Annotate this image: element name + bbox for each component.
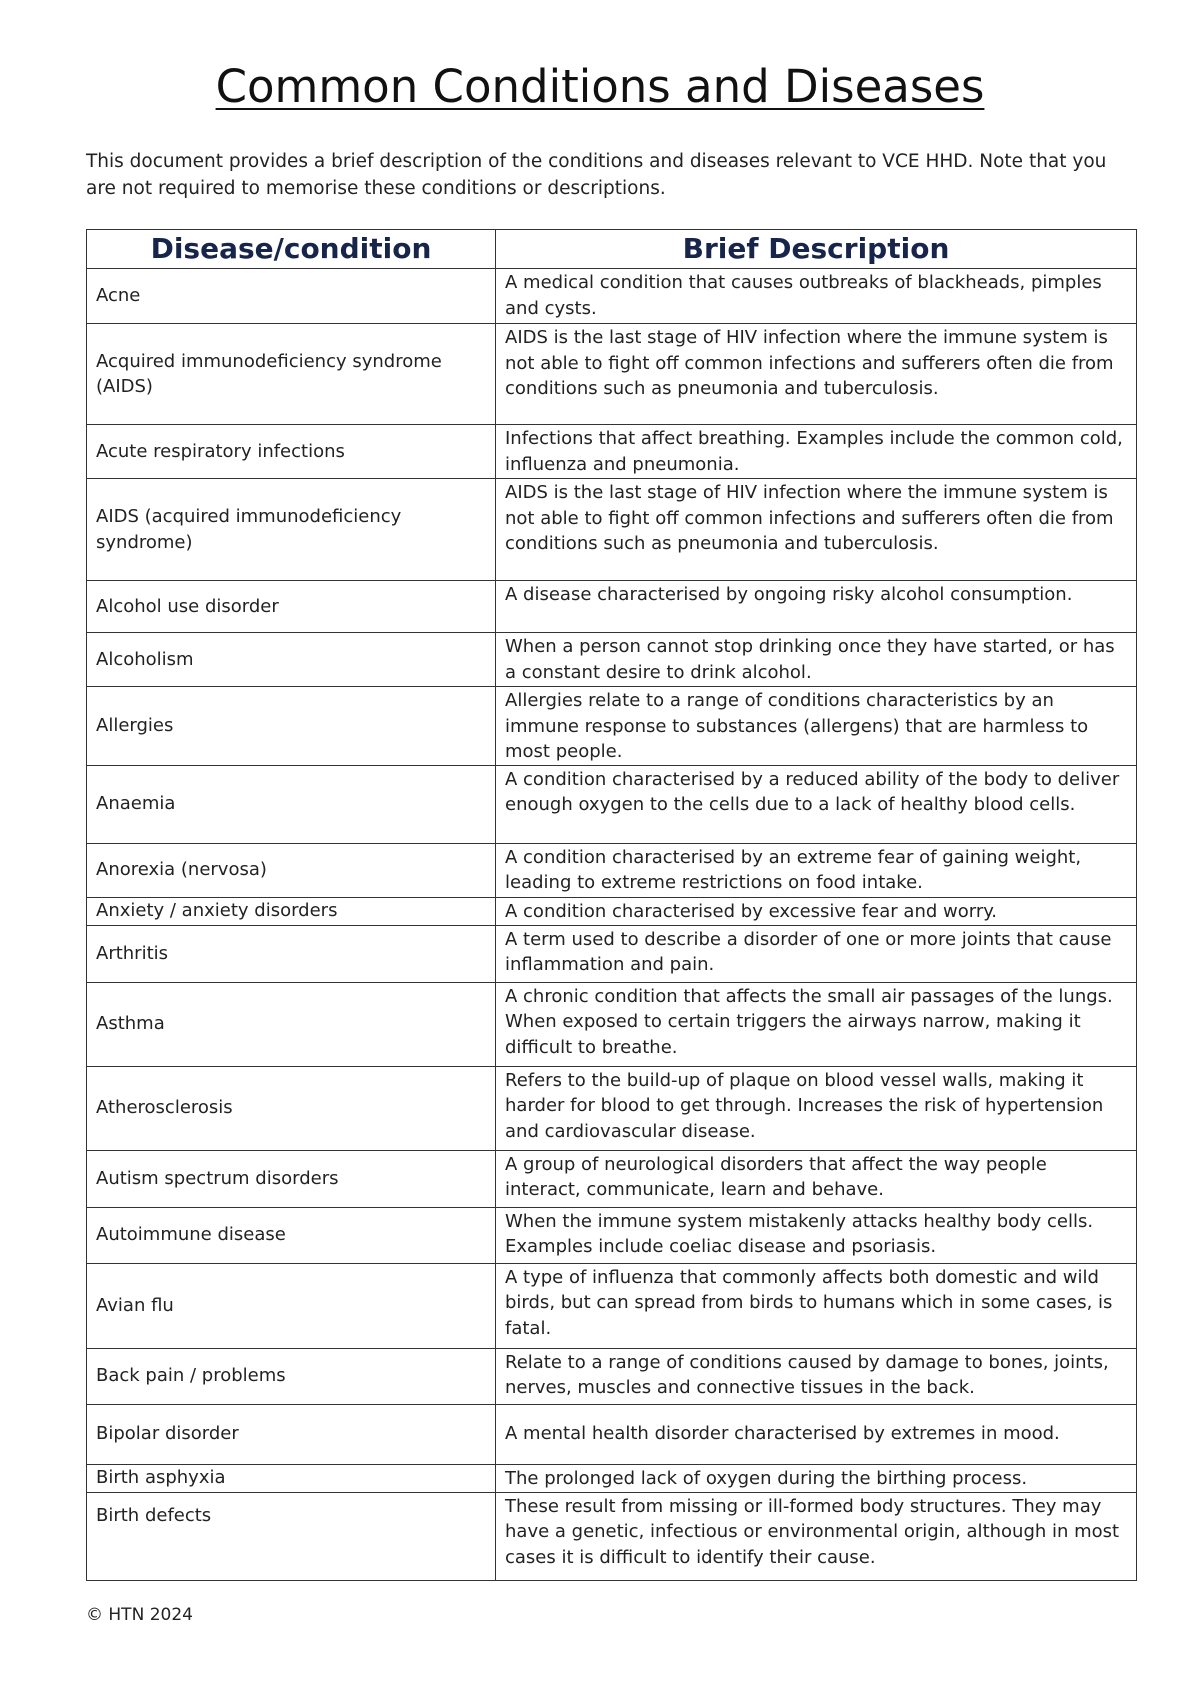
- description-cell: A term used to describe a disorder of one or more joints that cause inflammation and pain.: [496, 925, 1137, 982]
- description-cell: Allergies relate to a range of conditions characteristics by an immune response to substances (allergens) that are harmless to most people.: [496, 687, 1137, 766]
- table-row: [87, 1263, 1137, 1348]
- condition-cell: Back pain / problems: [87, 1348, 496, 1404]
- table-header-row: [87, 230, 1137, 269]
- condition-cell: Asthma: [87, 982, 496, 1066]
- table-row: [87, 843, 1137, 897]
- description-cell: These result from missing or ill-formed body structures. They may have a genetic, infectious or environmental origin, although in most cases it is difficult to identify their cause.: [496, 1492, 1137, 1580]
- column-header-condition: Disease/condition: [87, 230, 496, 269]
- condition-cell: AIDS (acquired immunodeficiency syndrome): [87, 479, 496, 581]
- condition-cell: Acne: [87, 269, 496, 324]
- table-row: [87, 1404, 1137, 1464]
- table-row: [87, 982, 1137, 1066]
- condition-cell: Anxiety / anxiety disorders: [87, 897, 496, 925]
- description-cell: A group of neurological disorders that affect the way people interact, communicate, learn and behave.: [496, 1150, 1137, 1207]
- table-row: [87, 1207, 1137, 1263]
- table-row: [87, 1150, 1137, 1207]
- description-cell: AIDS is the last stage of HIV infection where the immune system is not able to fight off common infections and sufferers often die from conditions such as pneumonia and tuberculosis.: [496, 479, 1137, 581]
- condition-cell: Birth asphyxia: [87, 1464, 496, 1492]
- description-cell: The prolonged lack of oxygen during the birthing process.: [496, 1464, 1137, 1492]
- table-row: [87, 581, 1137, 633]
- condition-cell: Autism spectrum disorders: [87, 1150, 496, 1207]
- condition-cell: Avian flu: [87, 1263, 496, 1348]
- condition-cell: Alcoholism: [87, 633, 496, 687]
- copyright-footer: © HTN 2024: [86, 1605, 193, 1625]
- description-cell: A condition characterised by excessive fear and worry.: [496, 897, 1137, 925]
- condition-cell: Acquired immunodeficiency syndrome (AIDS): [87, 324, 496, 425]
- condition-cell: Allergies: [87, 687, 496, 766]
- table-row: [87, 633, 1137, 687]
- description-cell: Relate to a range of conditions caused by damage to bones, joints, nerves, muscles and connective tissues in the back.: [496, 1348, 1137, 1404]
- condition-cell: Birth defects: [87, 1492, 496, 1580]
- table-row: [87, 1348, 1137, 1404]
- conditions-table: [86, 229, 1137, 1581]
- condition-cell: Acute respiratory infections: [87, 425, 496, 479]
- description-cell: A medical condition that causes outbreaks of blackheads, pimples and cysts.: [496, 269, 1137, 324]
- table-row: [87, 1066, 1137, 1150]
- description-cell: A condition characterised by a reduced ability of the body to deliver enough oxygen to the cells due to a lack of healthy blood cells.: [496, 765, 1137, 843]
- condition-cell: Anorexia (nervosa): [87, 843, 496, 897]
- table-row: [87, 269, 1137, 324]
- condition-cell: Bipolar disorder: [87, 1404, 496, 1464]
- page-title: Common Conditions and Diseases: [215, 60, 985, 113]
- table-row: [87, 687, 1137, 766]
- description-cell: AIDS is the last stage of HIV infection where the immune system is not able to fight off common infections and sufferers often die from conditions such as pneumonia and tuberculosis.: [496, 324, 1137, 425]
- table-row: [87, 1464, 1137, 1492]
- description-cell: A type of influenza that commonly affects both domestic and wild birds, but can spread from birds to humans which in some cases, is fatal.: [496, 1263, 1137, 1348]
- table-row: [87, 324, 1137, 425]
- description-cell: A mental health disorder characterised by extremes in mood.: [496, 1404, 1137, 1464]
- table-row: [87, 479, 1137, 581]
- table-row: [87, 765, 1137, 843]
- description-cell: Infections that affect breathing. Examples include the common cold, influenza and pneumonia.: [496, 425, 1137, 479]
- table-row: [87, 425, 1137, 479]
- description-cell: A disease characterised by ongoing risky alcohol consumption.: [496, 581, 1137, 633]
- description-cell: A condition characterised by an extreme fear of gaining weight, leading to extreme restrictions on food intake.: [496, 843, 1137, 897]
- table-row: [87, 925, 1137, 982]
- condition-cell: Arthritis: [87, 925, 496, 982]
- description-cell: When a person cannot stop drinking once they have started, or has a constant desire to drink alcohol.: [496, 633, 1137, 687]
- table-row: [87, 897, 1137, 925]
- condition-cell: Alcohol use disorder: [87, 581, 496, 633]
- description-cell: A chronic condition that affects the small air passages of the lungs. When exposed to certain triggers the airways narrow, making it difficult to breathe.: [496, 982, 1137, 1066]
- condition-cell: Atherosclerosis: [87, 1066, 496, 1150]
- condition-cell: Anaemia: [87, 765, 496, 843]
- description-cell: Refers to the build-up of plaque on blood vessel walls, making it harder for blood to get through. Increases the risk of hypertension and cardiovascular disease.: [496, 1066, 1137, 1150]
- description-cell: When the immune system mistakenly attacks healthy body cells. Examples include coeliac disease and psoriasis.: [496, 1207, 1137, 1263]
- intro-paragraph: This document provides a brief description of the conditions and diseases relevant to VCE HHD. Note that you are not required to memorise these conditions or descriptions.: [86, 151, 1107, 199]
- table-row: [87, 1492, 1137, 1580]
- condition-cell: Autoimmune disease: [87, 1207, 496, 1263]
- column-header-description: Brief Description: [496, 230, 1137, 269]
